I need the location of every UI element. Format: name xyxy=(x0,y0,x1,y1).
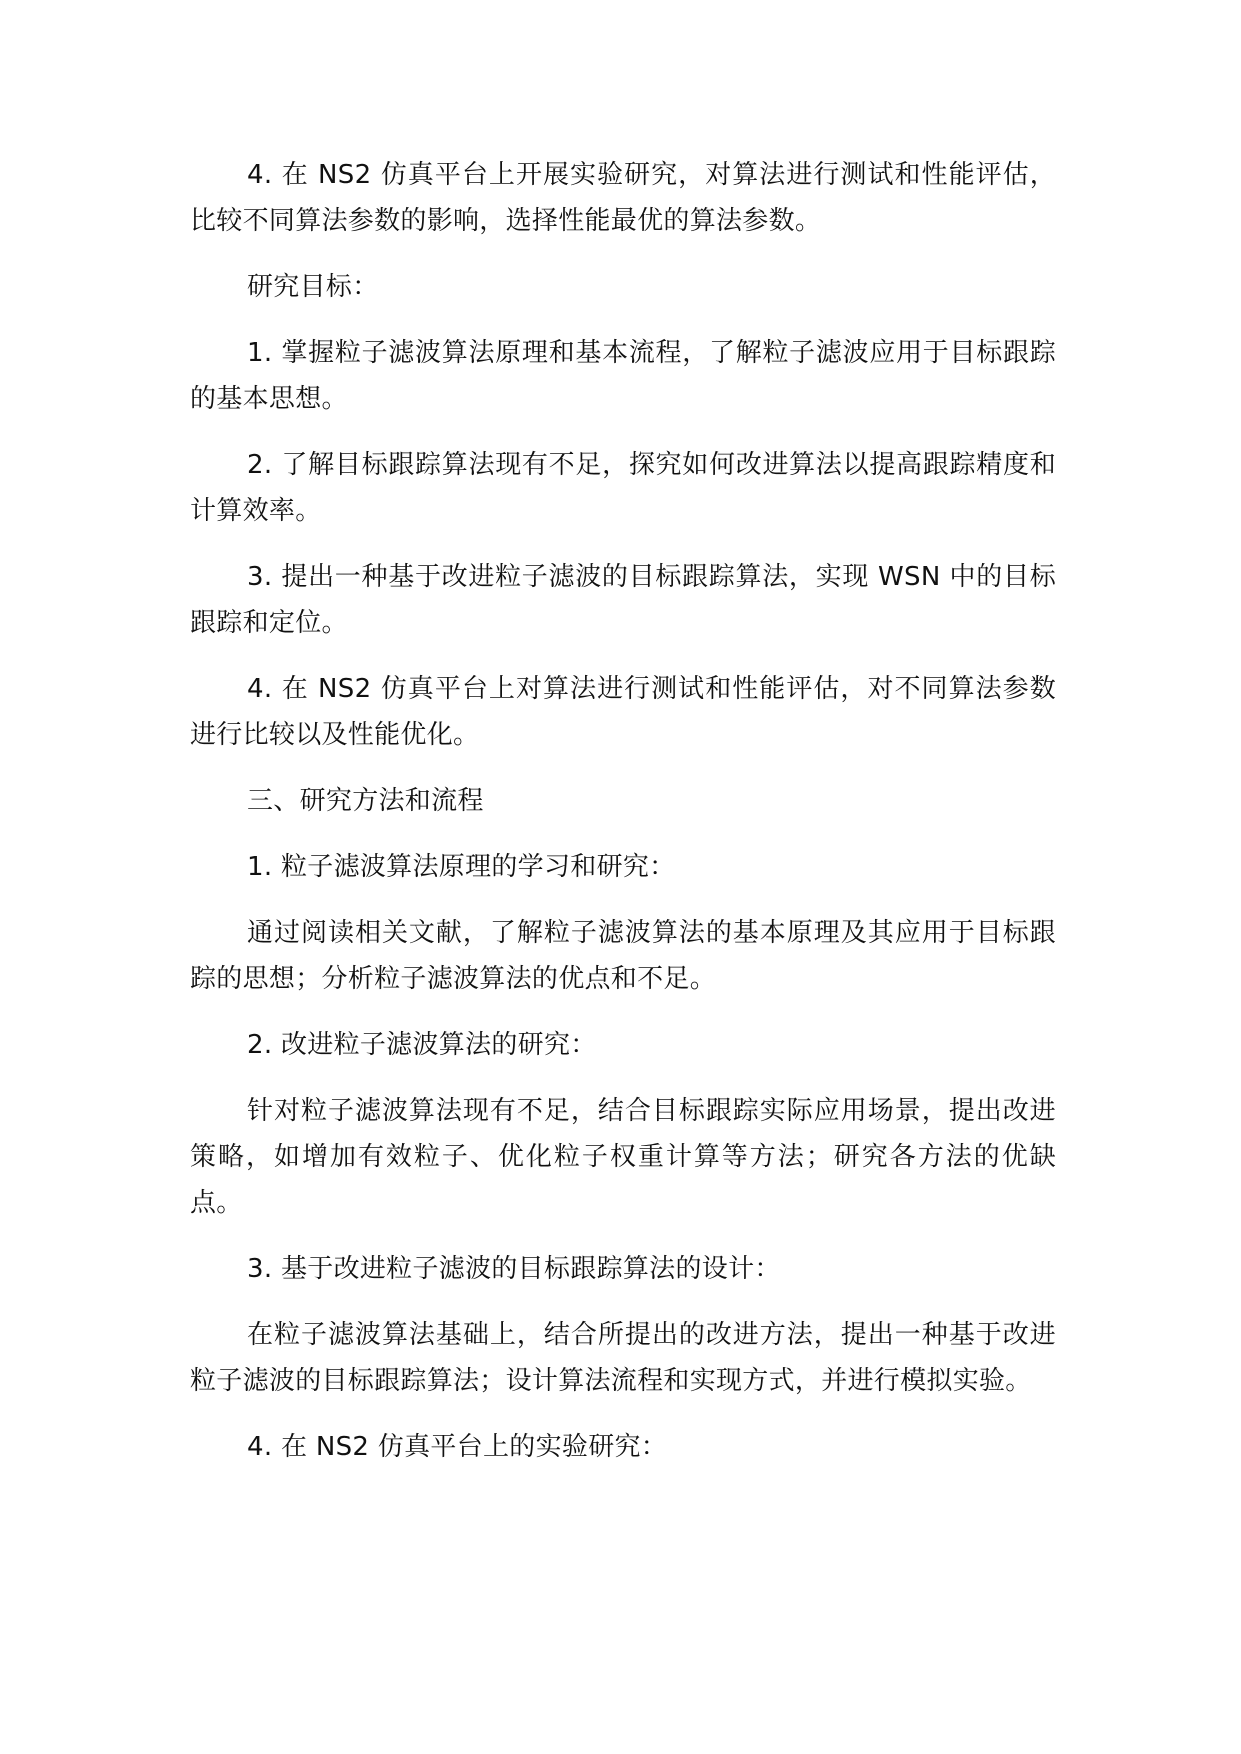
paragraph-method-2-body: 针对粒子滤波算法现有不足，结合目标跟踪实际应用场景，提出改进策略，如增加有效粒子、优化粒子权重计算等方法；研究各方法的优缺点。 xyxy=(190,1096,1056,1218)
paragraph-experiment-research: 4. 在 NS2 仿真平台上开展实验研究，对算法进行测试和性能评估，比较不同算法参数的影响，选择性能最优的算法参数。 xyxy=(190,160,1056,236)
paragraph-research-goals-heading: 研究目标： xyxy=(247,272,379,302)
section-heading-methods: 三、研究方法和流程 xyxy=(247,786,484,816)
paragraph-goal-3: 3. 提出一种基于改进粒子滤波的目标跟踪算法，实现 WSN 中的目标跟踪和定位。 xyxy=(190,562,1056,638)
paragraph-method-2-title: 2. 改进粒子滤波算法的研究： xyxy=(247,1030,597,1060)
paragraph-goal-4: 4. 在 NS2 仿真平台上对算法进行测试和性能评估，对不同算法参数进行比较以及性能优化。 xyxy=(190,674,1056,750)
paragraph-method-3-title: 3. 基于改进粒子滤波的目标跟踪算法的设计： xyxy=(247,1254,781,1284)
paragraph-goal-2: 2. 了解目标跟踪算法现有不足，探究如何改进算法以提高跟踪精度和计算效率。 xyxy=(190,450,1056,526)
paragraph-method-3-body: 在粒子滤波算法基础上，结合所提出的改进方法，提出一种基于改进粒子滤波的目标跟踪算法；设计算法流程和实现方式，并进行模拟实验。 xyxy=(190,1320,1056,1396)
document-body xyxy=(190,152,1056,1490)
paragraph-method-4-title: 4. 在 NS2 仿真平台上的实验研究： xyxy=(247,1432,668,1462)
paragraph-method-1-title: 1. 粒子滤波算法原理的学习和研究： xyxy=(247,852,676,882)
paragraph-goal-1: 1. 掌握粒子滤波算法原理和基本流程，了解粒子滤波应用于目标跟踪的基本思想。 xyxy=(190,338,1056,414)
paragraph-method-1-body: 通过阅读相关文献，了解粒子滤波算法的基本原理及其应用于目标跟踪的思想；分析粒子滤波算法的优点和不足。 xyxy=(190,918,1056,994)
